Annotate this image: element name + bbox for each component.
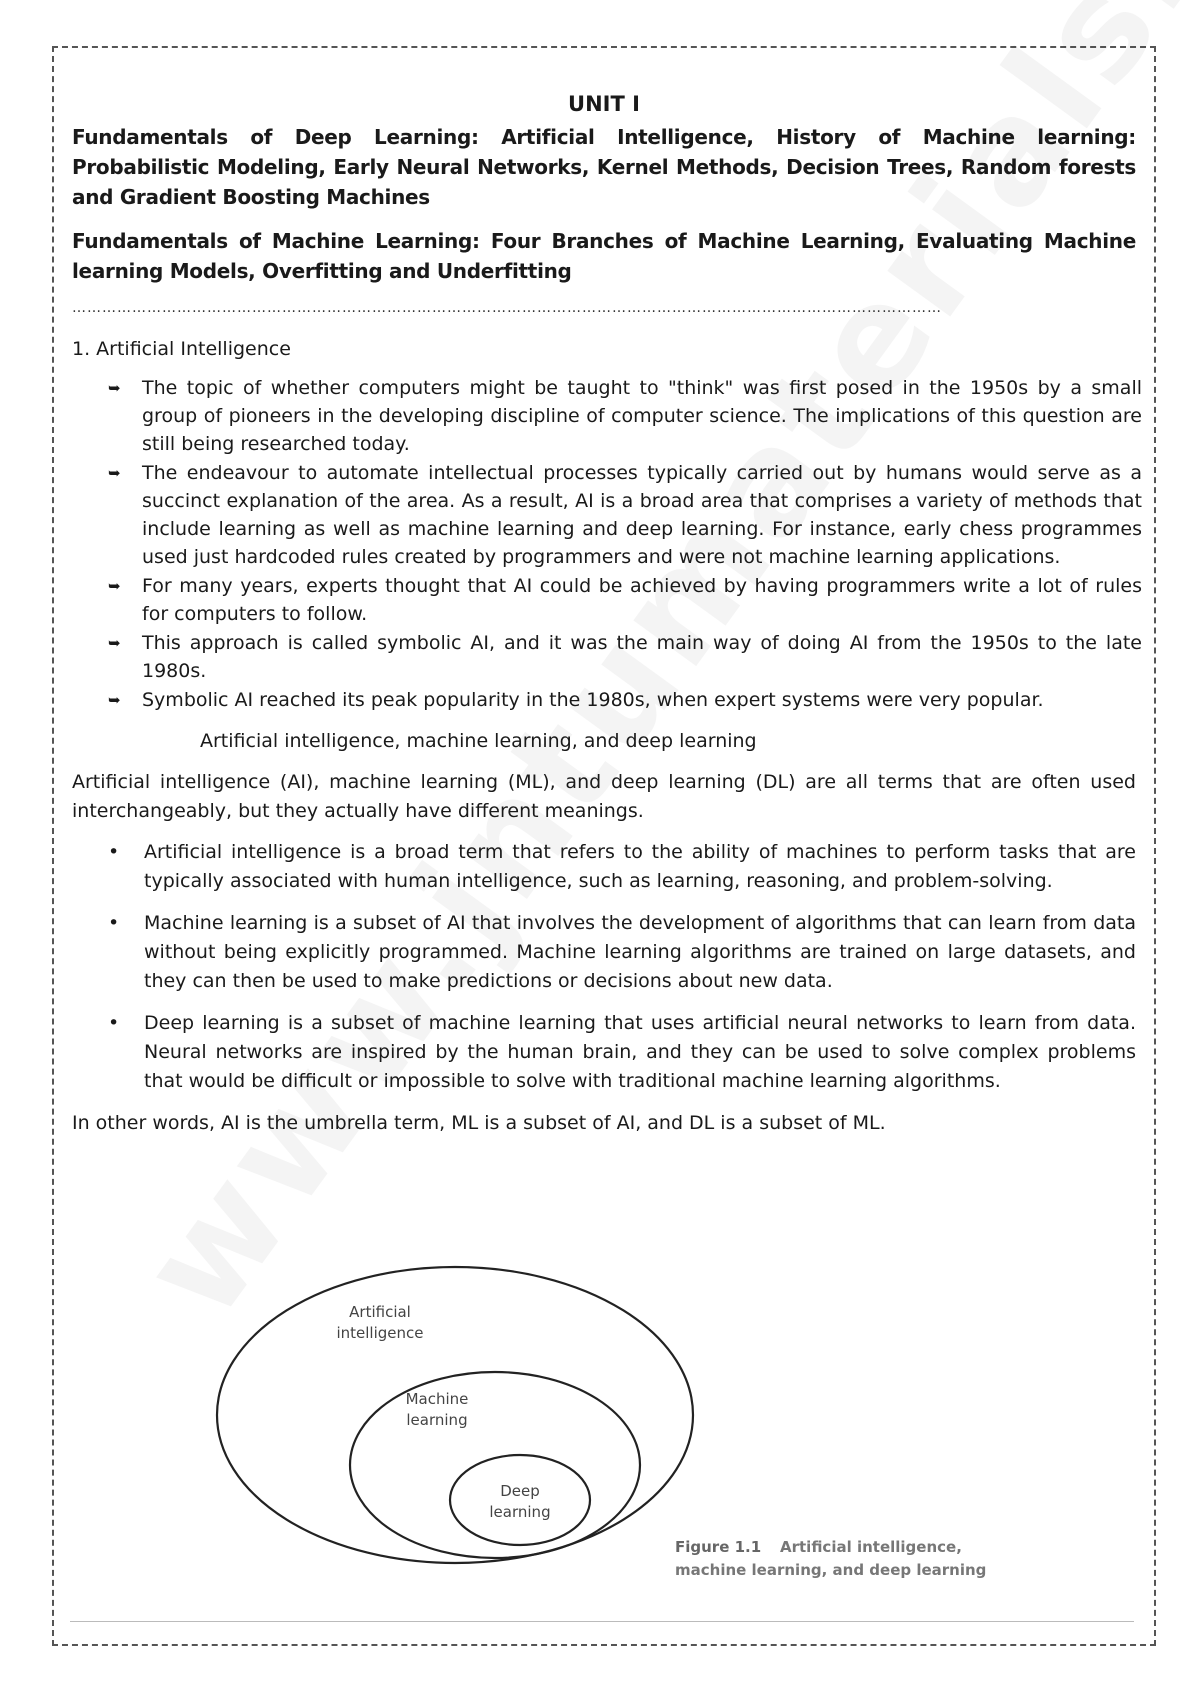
list-item: • Deep learning is a subset of machine learning that uses artificial neural networks to learn from data. Neural networks are inspired by the human brain, and they can be used to solve complex problems that would be difficult or impossible to solve with traditional machine learning algorithms. <box>144 1009 1136 1096</box>
dl-label-line2: learning <box>489 1503 551 1521</box>
list-item: ➥ The topic of whether computers might be taught to "think" was first posed in the 1950s by a small group of pioneers in the developing discipline of computer science. The implications of this question are still being researched today. <box>142 374 1142 458</box>
list-item: ➥ The endeavour to automate intellectual processes typically carried out by humans would serve as a succinct explanation of the area. As a result, AI is a broad area that comprises a variety of methods that include learning as well as machine learning and deep learning. For instance, early chess programmes used just hardcoded rules created by programmers and were not machine learning applications. <box>142 459 1142 571</box>
ml-label-line1: Machine <box>405 1390 469 1408</box>
ai-label-line2: intelligence <box>336 1324 424 1342</box>
dot-bullet-list <box>72 838 1136 1096</box>
footer-rule <box>70 1621 1134 1622</box>
section-title: 1. Artificial Intelligence <box>72 338 291 360</box>
ml-label-line2: learning <box>406 1411 468 1429</box>
list-item: • Artificial intelligence is a broad term that refers to the ability of machines to perform tasks that are typically associated with human intelligence, such as learning, reasoning, and problem-solving. <box>144 838 1136 896</box>
bullet-dot-icon: • <box>108 1012 120 1034</box>
list-item: ➥ This approach is called symbolic AI, and it was the main way of doing AI from the 1950s to the late 1980s. <box>142 629 1142 685</box>
list-item: ➥ For many years, experts thought that AI could be achieved by having programmers write a lot of rules for computers to follow. <box>142 572 1142 628</box>
arrow-bullet-icon: ➥ <box>108 691 121 709</box>
bullet-dot-icon: • <box>108 841 120 863</box>
figure-caption-line2: machine learning, and deep learning <box>675 1561 987 1579</box>
syllabus-heading-1: Fundamentals of Deep Learning: Artificial Intelligence, History of Machine learning: Probabilistic Modeling, Early Neural Networks, Kernel Methods, Decision Trees, Random forests and Gradient Boosting Machines <box>72 125 1136 209</box>
arrow-bullet-list <box>72 374 1142 714</box>
intro-paragraph: Artificial intelligence (AI), machine learning (ML), and deep learning (DL) are all terms that are often used interchangeably, but they actually have different meanings. <box>72 771 1136 822</box>
arrow-bullet-icon: ➥ <box>108 577 121 595</box>
figure-caption-number: Figure 1.1 <box>675 1538 762 1556</box>
list-item: • Machine learning is a subset of AI that involves the development of algorithms that can learn from data without being explicitly programmed. Machine learning algorithms are trained on large datasets, and they can then be used to make predictions or decisions about new data. <box>144 909 1136 996</box>
ai-label-line1: Artificial <box>349 1303 411 1321</box>
ml-ellipse <box>350 1372 640 1558</box>
dl-label-line1: Deep <box>500 1482 540 1500</box>
document-body <box>72 92 1142 1150</box>
figure-caption-line1: Artificial intelligence, <box>780 1538 962 1556</box>
dotted-separator: ………………………………………………………………………………………………………………………………………………………… <box>72 300 942 316</box>
unit-title: UNIT I <box>568 92 640 116</box>
subheading: Artificial intelligence, machine learning, and deep learning <box>200 730 757 752</box>
list-item: ➥ Symbolic AI reached its peak popularity in the 1980s, when expert systems were very popular. <box>142 686 1142 714</box>
closing-paragraph: In other words, AI is the umbrella term, ML is a subset of AI, and DL is a subset of ML. <box>72 1112 886 1134</box>
dl-ellipse <box>450 1455 590 1545</box>
syllabus-heading-2: Fundamentals of Machine Learning: Four Branches of Machine Learning, Evaluating Machine learning Models, Overfitting and Underfitting <box>72 229 1136 283</box>
arrow-bullet-icon: ➥ <box>108 464 121 482</box>
arrow-bullet-icon: ➥ <box>108 634 121 652</box>
arrow-bullet-icon: ➥ <box>108 379 121 397</box>
venn-figure <box>205 1260 1005 1580</box>
bullet-dot-icon: • <box>108 912 120 934</box>
